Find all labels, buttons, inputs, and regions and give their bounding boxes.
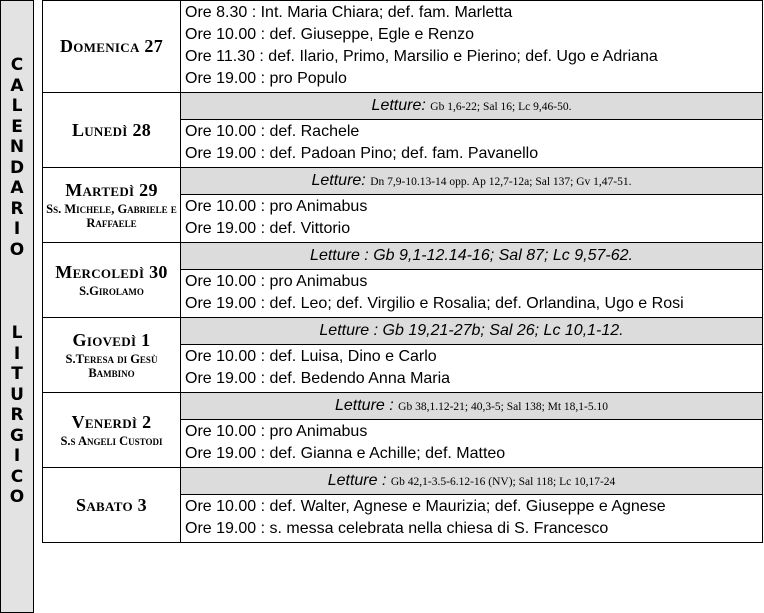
mass-line: Ore 19.00 : pro Populo: [185, 70, 347, 87]
mass-schedule: [181, 120, 763, 168]
readings-label: Letture:: [371, 97, 426, 114]
day-cell: [43, 1, 181, 93]
readings-text: Gb 19,21-27b; Sal 26; Lc 10,1-12.: [382, 322, 624, 339]
mass-line: Ore 10.00 : def. Luisa, Dino e Carlo: [185, 348, 437, 365]
sidebar-letter: U: [10, 384, 24, 405]
day-name: Mercoledì 30: [55, 262, 168, 282]
sidebar-letter: E: [11, 116, 23, 137]
sidebar-word-liturgico: [1, 323, 33, 508]
saint-name: S.s Angeli Custodi: [60, 434, 163, 448]
day-name: Venerdì 2: [71, 412, 152, 432]
readings-label: Letture :: [334, 397, 394, 414]
readings-text: Gb 42,1-3.5-6.12-16 (NV); Sal 118; Lc 10,17-24: [390, 476, 616, 488]
day-cell: [43, 243, 181, 318]
sidebar-word-calendario: [1, 55, 33, 260]
liturgical-calendar-table: [42, 0, 763, 543]
day-cell: [43, 93, 181, 168]
readings-text: Gb 9,1-12.14-16; Sal 87; Lc 9,57-62.: [373, 247, 633, 264]
readings-cell: [181, 468, 763, 495]
readings-label: Letture :: [310, 247, 369, 264]
mass-line: Ore 19.00 : def. Leo; def. Virgilio e Rosalia; def. Orlandina, Ugo e Rosi: [185, 295, 684, 312]
sidebar-letter: O: [9, 239, 25, 260]
day-cell: [43, 393, 181, 468]
readings-text: Gb 1,6-22; Sal 16; Lc 9,46-50.: [430, 101, 572, 113]
day-name: Martedì 29: [65, 180, 158, 200]
mass-line: Ore 10.00 : def. Walter, Agnese e Maurizia; def. Giuseppe e Agnese: [185, 498, 666, 515]
readings-label: Letture:: [311, 172, 366, 189]
readings-cell: [181, 243, 763, 270]
sidebar-letter: A: [10, 75, 24, 96]
mass-schedule: [181, 270, 763, 318]
day-name: Giovedì 1: [72, 330, 151, 350]
day-row: [43, 393, 763, 420]
day-cell: [43, 168, 181, 243]
saint-name: Ss. Michele, Gabriele e Raffaele: [46, 202, 177, 230]
sidebar-letter: I: [13, 219, 21, 239]
mass-schedule: [181, 345, 763, 393]
sidebar-letter: C: [10, 55, 24, 75]
day-cell: [43, 468, 181, 543]
readings-cell: [181, 393, 763, 420]
sidebar-letter: N: [9, 137, 25, 157]
readings-cell: [181, 168, 763, 195]
readings-cell: [181, 318, 763, 345]
mass-schedule: [181, 495, 763, 543]
saint-name: S.Teresa di Gesù Bambino: [65, 352, 158, 380]
mass-line: Ore 10.00 : pro Animabus: [185, 273, 368, 290]
day-cell: [43, 318, 181, 393]
mass-line: Ore 19.00 : def. Vittorio: [185, 220, 351, 237]
mass-line: Ore 8.30 : Int. Maria Chiara; def. fam. Marletta: [185, 4, 513, 21]
day-row: [43, 243, 763, 270]
sidebar-letter: L: [11, 96, 23, 116]
mass-schedule: [181, 195, 763, 243]
sidebar-letter: I: [13, 446, 21, 466]
sidebar-letter: G: [10, 425, 24, 446]
saint-name: S.Girolamo: [79, 284, 144, 298]
readings-text: Dn 7,9-10.13-14 opp. Ap 12,7-12a; Sal 137; Gv 1,47-51.: [370, 176, 632, 188]
mass-line: Ore 10.00 : def. Rachele: [185, 123, 360, 140]
sidebar-calendario-liturgico: [0, 0, 34, 613]
day-name: Domenica 27: [59, 36, 164, 56]
readings-cell: [181, 93, 763, 120]
sidebar-letter: R: [10, 198, 24, 219]
sidebar-letter: O: [9, 487, 25, 507]
sidebar-letter: A: [10, 178, 24, 198]
day-name: Lunedì 28: [71, 119, 152, 140]
sidebar-letter: I: [13, 343, 21, 364]
sidebar-letter: R: [10, 405, 24, 425]
day-row: [43, 468, 763, 495]
readings-text: Gb 38,1.12-21; 40,3-5; Sal 138; Mt 18,1-5.10: [398, 401, 609, 413]
sidebar-letter: D: [9, 157, 25, 178]
day-row: [43, 93, 763, 120]
sidebar-letter: C: [10, 466, 24, 487]
mass-line: Ore 10.00 : pro Animabus: [185, 423, 368, 440]
mass-line: Ore 11.30 : def. Ilario, Primo, Marsilio e Pierino; def. Ugo e Adriana: [185, 48, 658, 65]
mass-line: Ore 10.00 : pro Animabus: [185, 198, 368, 215]
sidebar-letter: T: [11, 364, 23, 384]
mass-line: Ore 19.00 : def. Bedendo Anna Maria: [185, 370, 451, 387]
mass-schedule: [181, 420, 763, 468]
mass-line: Ore 19.00 : def. Gianna e Achille; def. Matteo: [185, 445, 506, 462]
day-row: [43, 168, 763, 195]
day-row: [43, 318, 763, 345]
mass-line: Ore 19.00 : def. Padoan Pino; def. fam. Pavanello: [185, 145, 539, 162]
mass-line: Ore 19.00 : s. messa celebrata nella chiesa di S. Francesco: [185, 520, 609, 537]
day-name: Sabato 3: [76, 494, 147, 515]
sidebar-letter: L: [11, 323, 23, 343]
mass-schedule: [181, 1, 763, 93]
day-row: [43, 1, 763, 93]
readings-label: Letture :: [327, 472, 387, 489]
mass-line: Ore 10.00 : def. Giuseppe, Egle e Renzo: [185, 26, 475, 43]
readings-label: Letture :: [319, 322, 379, 339]
